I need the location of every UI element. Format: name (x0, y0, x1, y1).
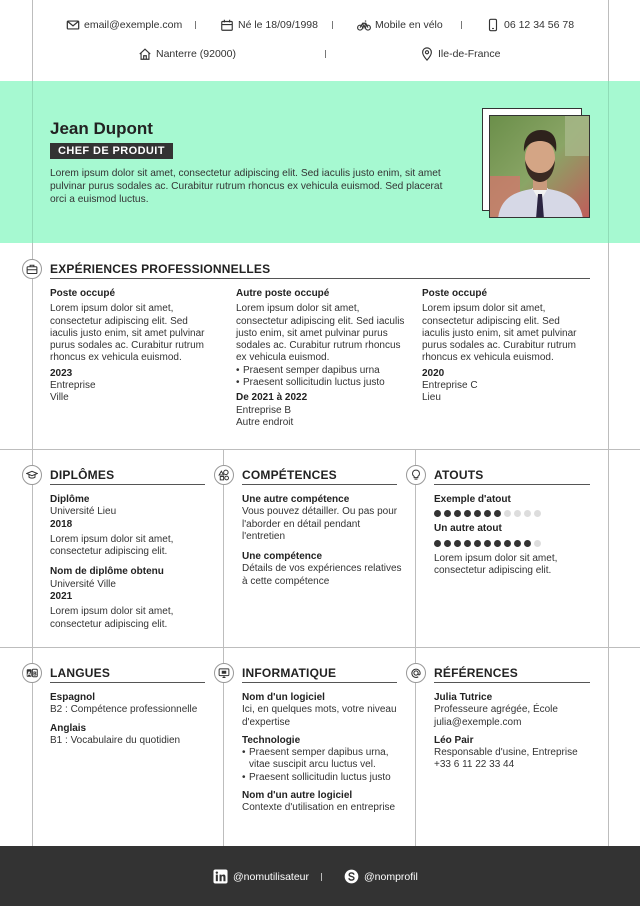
contact-birth-text: Né le 18/09/1998 (238, 19, 318, 31)
diplomas-list (50, 494, 215, 631)
grid-line-col1 (223, 450, 224, 846)
rating-dot (534, 510, 541, 517)
rating-dot (434, 540, 441, 547)
contact-city-text: Nanterre (92000) (156, 48, 236, 60)
rating-dot (474, 510, 481, 517)
experience-role: Autre poste occupé (236, 288, 330, 299)
rating-dot (494, 510, 501, 517)
diploma-desc: Lorem ipsum dolor sit amet, consectetur adipiscing elit. (50, 606, 174, 630)
experience-role: Poste occupé (50, 288, 116, 299)
contact-phone-text: 06 12 34 56 78 (504, 19, 575, 31)
grid-line-right-hero (608, 81, 609, 243)
skype-link[interactable] (344, 869, 418, 884)
lightbulb-icon (410, 469, 422, 481)
profile-summary: Lorem ipsum dolor sit amet, consectetur adipiscing elit. Sed iaculis justo enim, sit amet pulvinar purus sodales ac. Curabitur rutrum rhoncus ex vehicula euismod. Sed placerat orci a euismod luctus. (50, 168, 443, 205)
rating-dot (484, 510, 491, 517)
contact-birth (220, 18, 318, 32)
contact-separator (461, 21, 462, 29)
software-desc: Contexte d'utilisation en entreprise (242, 802, 396, 814)
technology-name: Technologie (242, 734, 301, 746)
translate-icon (26, 667, 38, 679)
contact-email[interactable] (66, 18, 182, 32)
svg-text:A: A (27, 671, 32, 678)
grid-line-row2 (0, 647, 640, 648)
rating-dot (444, 540, 451, 547)
diplomas-section-rule (50, 484, 205, 485)
language-name: Anglais (50, 722, 87, 734)
references-section-badge (406, 663, 426, 683)
diploma-year: 2021 (50, 591, 73, 603)
reference-name: Julia Tutrice (434, 692, 493, 703)
languages-section-rule (50, 682, 205, 683)
graduation-cap-icon (26, 469, 38, 481)
contact-mobility-text: Mobile en vélo (375, 19, 443, 31)
contact-email-text: email@exemple.com (84, 19, 183, 31)
contact-mobility (357, 18, 443, 32)
reference-contact[interactable]: +33 6 11 22 33 44 (434, 759, 515, 771)
skills-section-title: COMPÉTENCES (242, 468, 337, 482)
linkedin-icon (213, 869, 228, 884)
experience-desc: Lorem ipsum dolor sit amet, consectetur adipiscing elit. Sed iaculis justo enim, sit amet pulvinar purus sodales ac. Curabitur rutrum rhoncus ex vehicula euismod. (236, 303, 405, 364)
rating-dot (504, 510, 511, 517)
reference-name: Léo Pair (434, 734, 474, 746)
experience-item (422, 288, 590, 405)
portrait-image (490, 116, 590, 218)
rating-dot (524, 510, 531, 517)
profile-name: Jean Dupont (50, 119, 153, 138)
experience-company: Entreprise C (422, 380, 478, 392)
rating-dot (434, 510, 441, 517)
skill-desc: Détails de vos expériences relatives à cette compétence (242, 563, 402, 587)
briefcase-icon (26, 263, 38, 275)
asset-desc: Lorem ipsum dolor sit amet, consectetur adipiscing elit. (434, 552, 558, 576)
rating-dot (464, 510, 471, 517)
experience-item (236, 288, 406, 429)
home-icon (138, 47, 152, 61)
technology-bullet: • Praesent sollicitudin luctus justo (242, 772, 402, 784)
languages-section-badge (22, 663, 42, 683)
references-section-rule (434, 682, 590, 683)
contact-phone[interactable] (486, 18, 574, 32)
references-section-title: RÉFÉRENCES (434, 666, 519, 680)
reference-contact[interactable]: julia@exemple.com (434, 716, 522, 728)
contact-region-text: Ile-de-France (438, 48, 501, 60)
linkedin-link[interactable] (213, 869, 309, 884)
skills-section-badge (214, 465, 234, 485)
monitor-icon (218, 667, 230, 679)
languages-list (50, 692, 220, 747)
asset-name: Un autre atout (434, 523, 502, 535)
grid-line-left-hero (32, 81, 33, 243)
rating-dot (514, 540, 521, 547)
rating-dot (464, 540, 471, 547)
contact-separator (332, 21, 333, 29)
rating-dot (454, 510, 461, 517)
references-list (434, 692, 604, 772)
skype-handle: @nomprofil (364, 870, 418, 883)
rating-dot (474, 540, 481, 547)
linkedin-handle: @nomutilisateur (233, 870, 310, 883)
assets-section-badge (406, 465, 426, 485)
phone-icon (486, 18, 500, 32)
at-sign-icon (410, 667, 422, 679)
experience-place: Autre endroit (236, 416, 294, 428)
experience-date: 2023 (50, 367, 73, 379)
experience-item (50, 288, 218, 405)
skills-section-rule (242, 484, 397, 485)
skill-name: Une autre compétence (242, 494, 350, 505)
diplomas-section-badge (22, 465, 42, 485)
diploma-school: Université Lieu (50, 506, 117, 518)
software-desc: Ici, en quelques mots, votre niveau d'expertise (242, 704, 397, 728)
diploma-school: Université Ville (50, 578, 116, 590)
asset-rating (434, 510, 594, 517)
experience-place: Ville (50, 392, 69, 404)
skill-name: Une compétence (242, 551, 323, 563)
profile-title-badge: CHEF DE PRODUIT (50, 143, 173, 159)
experience-place: Lieu (422, 392, 441, 404)
rating-dot (444, 510, 451, 517)
software-name: Nom d'un logiciel (242, 692, 325, 703)
computing-list (242, 692, 402, 815)
assets-list (434, 494, 594, 577)
software-name: Nom d'un autre logiciel (242, 790, 353, 802)
computing-section-title: INFORMATIQUE (242, 666, 337, 680)
rating-dot (484, 540, 491, 547)
skills-list (242, 494, 402, 588)
reference-position: Responsable d'usine, Entreprise (434, 747, 578, 759)
technology-bullet: • Praesent semper dapibus urna, vitae suscipit arcu luctus vel. (242, 747, 402, 772)
experience-desc: Lorem ipsum dolor sit amet, consectetur adipiscing elit. Sed iaculis justo enim, sit amet pulvinar purus sodales ac. Curabitur rutrum rhoncus ex vehicula euismod. (50, 303, 205, 364)
asset-name: Exemple d'atout (434, 494, 511, 505)
assets-section-title: ATOUTS (434, 468, 484, 482)
rating-dot (504, 540, 511, 547)
shapes-icon (218, 469, 230, 481)
experience-date: 2020 (422, 367, 445, 379)
experience-desc: Lorem ipsum dolor sit amet, consectetur adipiscing elit. Sed iaculis justo enim, sit amet pulvinar purus sodales ac. Curabitur rutrum rhoncus ex vehicula euismod. (422, 303, 577, 364)
grid-line-col2 (415, 450, 416, 846)
contact-region (420, 47, 500, 61)
experience-section-rule (50, 278, 590, 279)
languages-section-title: LANGUES (50, 666, 111, 680)
bicycle-icon (357, 18, 371, 32)
profile-photo (489, 115, 590, 218)
rating-dot (514, 510, 521, 517)
grid-line-row1 (0, 449, 640, 450)
rating-dot (494, 540, 501, 547)
experience-bullet: • Praesent semper dapibus urna (236, 365, 406, 377)
language-level: B2 : Compétence professionnelle (50, 704, 198, 716)
computing-section-rule (242, 682, 397, 683)
language-name: Espagnol (50, 692, 96, 703)
experience-bullets (236, 365, 406, 390)
envelope-icon (66, 18, 80, 32)
diploma-name: Nom de diplôme obtenu (50, 566, 164, 578)
diploma-name: Diplôme (50, 494, 90, 505)
experience-bullet: • Praesent sollicitudin luctus justo (236, 377, 406, 389)
experience-company: Entreprise B (236, 404, 292, 416)
diploma-desc: Lorem ipsum dolor sit amet, consectetur adipiscing elit. (50, 533, 174, 558)
contact-city (138, 47, 236, 61)
language-level: B1 : Vocabulaire du quotidien (50, 734, 181, 746)
skype-icon (344, 869, 359, 884)
svg-text:B: B (32, 671, 37, 678)
rating-dot (454, 540, 461, 547)
rating-dot (534, 540, 541, 547)
rating-dot (524, 540, 531, 547)
experience-company: Entreprise (50, 380, 96, 392)
skill-desc: Vous pouvez détailler. Ou pas pour l'aborder en détail pendant l'entretien (242, 506, 398, 542)
contact-separator (195, 21, 196, 29)
technology-bullets (242, 747, 402, 784)
location-pin-icon (420, 47, 434, 61)
contact-separator (325, 50, 326, 58)
experience-section-badge (22, 259, 42, 279)
experience-section-title: EXPÉRIENCES PROFESSIONNELLES (50, 262, 271, 276)
computing-section-badge (214, 663, 234, 683)
assets-section-rule (434, 484, 590, 485)
diplomas-section-title: DIPLÔMES (50, 468, 115, 482)
diploma-year: 2018 (50, 518, 73, 530)
reference-position: Professeure agrégée, École (434, 704, 558, 716)
asset-rating (434, 540, 594, 547)
footer-separator (321, 873, 322, 881)
footer-bar (0, 846, 640, 906)
experience-role: Poste occupé (422, 288, 488, 299)
experience-date: De 2021 à 2022 (236, 392, 308, 404)
birthday-icon (220, 18, 234, 32)
